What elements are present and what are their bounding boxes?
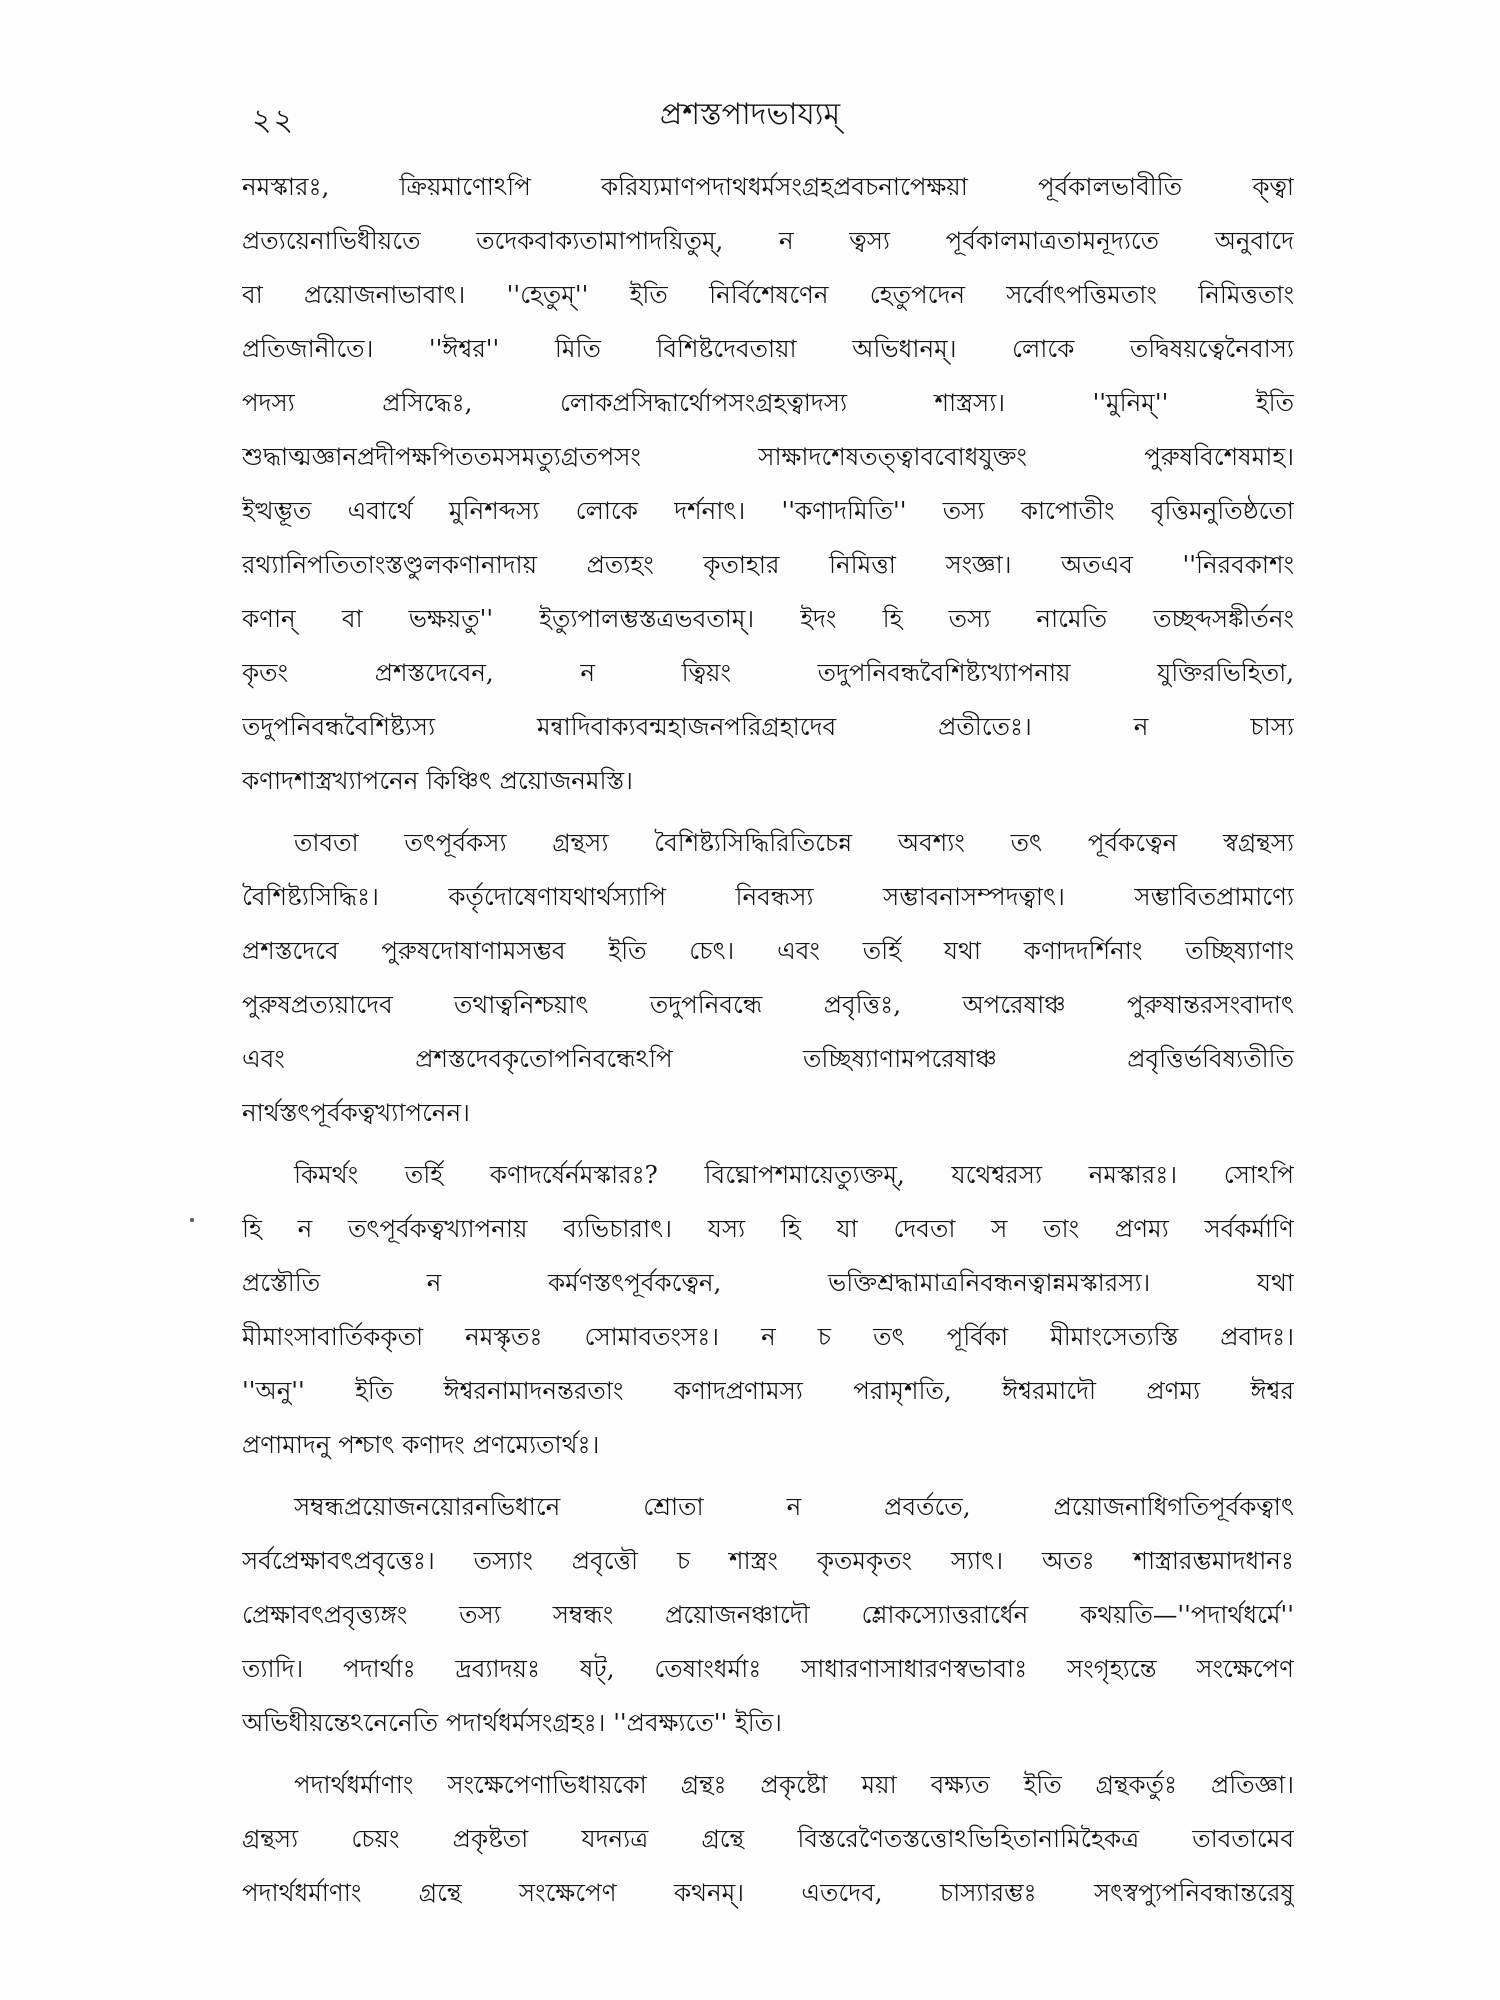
text-line: প্রশস্তদেবে পুরুষদোষাণামসম্ভব ইতি চেৎ। এবং তর্হি যথা কণাদদর্শিনাং তচ্ছিষ্যাণাং xyxy=(242,936,1294,965)
text-line: গ্রন্থস্য চেয়ং প্রকৃষ্টতা যদন্যত্র গ্রন্থে বিস্তরেণৈতস্তত্তোঽভিহিতানামিহৈকত্র তাবতামেব xyxy=(242,1824,1294,1853)
text-line: পুরুষপ্রত্যয়াদেব তথাত্বনিশ্চয়াৎ তদুপনিবন্ধে প্রবৃত্তিঃ, অপরেষাঞ্চ পুরুষান্তরসংবাদাৎ xyxy=(242,990,1294,1019)
running-title: প্রশস্তপাদভায্যম্ xyxy=(659,97,841,132)
paragraph-2 xyxy=(242,816,1294,1140)
text-line: তাবতা তৎপূর্বকস্য গ্রন্থস্য বৈশিষ্ট্যসিদ্ধিরিতিচেন্ন অবশ্যং তৎ পূর্বকত্বেন স্বগ্রন্থস্য xyxy=(294,828,1294,857)
text-line: এবং প্রশস্তদেবকৃতোপনিবন্ধেঽপি তচ্ছিষ্যাণামপরেষাঞ্চ প্রবৃত্তির্ভবিষ্যতীতি xyxy=(242,1044,1294,1073)
scan-speck xyxy=(190,1218,194,1222)
text-line: প্রত্যয়েনাভিধীয়তে তদেকবাক্যতামাপাদয়িতুম্, ন ত্বস্য পূর্বকালমাত্রতামনূদ্যতে অনুবাদে xyxy=(242,226,1294,255)
text-line: মীমাংসাবার্তিককৃতা নমস্কৃতঃ সোমাবতংসঃ। ন চ তৎ পূর্বিকা মীমাংসেত্যস্তি প্রবাদঃ। xyxy=(242,1322,1294,1351)
paragraph-3 xyxy=(242,1148,1294,1472)
text-line: প্রেক্ষাবৎপ্রবৃত্ত্যঙ্গং তস্য সম্বন্ধং প্রয়োজনঞ্চাদৌ শ্লোকস্যোত্তরার্ধেন কথয়তি—''পদার্থধর্মে'' xyxy=(242,1600,1294,1629)
text-line: প্রস্তৌতি ন কর্মণস্তৎপূর্বকত্বেন, ভক্তিশ্রদ্ধামাত্রনিবন্ধনত্বান্নমস্কারস্য। যথা xyxy=(242,1268,1294,1297)
body-text xyxy=(242,160,1294,1928)
text-line: পদস্য প্রসিদ্ধেঃ, লোকপ্রসিদ্ধার্থোপসংগ্রহত্বাদস্য শাস্ত্রস্য। ''মুনিম্'' ইতি xyxy=(242,388,1294,417)
text-line: নার্থস্তৎপূর্বকত্বখ্যাপনেন। xyxy=(242,1098,470,1127)
text-line: সম্বন্ধপ্রয়োজনয়োরনভিধানে শ্রোতা ন প্রবর্ততে, প্রয়োজনাধিগতিপূর্বকত্বাৎ xyxy=(294,1492,1294,1521)
text-line: তদুপনিবন্ধবৈশিষ্ট্যস্য মন্বাদিবাক্যবন্মহাজনপরিগ্রহাদেব প্রতীতেঃ। ন চাস্য xyxy=(242,712,1294,741)
text-line: সর্বপ্রেক্ষাবৎপ্রবৃত্তেঃ। তস্যাং প্রবৃত্তৌ চ শাস্ত্রং কৃতমকৃতং স্যাৎ। অতঃ শাস্ত্রারম্ভমাদধানঃ xyxy=(242,1546,1294,1575)
text-line: প্রতিজানীতে। ''ঈশ্বর'' মিতি বিশিষ্টদেবতায়া অভিধানম্। লোকে তদ্বিষয়ত্বেনৈবাস্য xyxy=(242,334,1294,363)
paragraph-1 xyxy=(242,160,1294,808)
text-line: পদার্থধর্মাণাং সংক্ষেপেণাভিধায়কো গ্রন্থঃ প্রকৃষ্টো ময়া বক্ষ্যত ইতি গ্রন্থকর্তুঃ প্রতিজ্ঞা। xyxy=(294,1770,1294,1799)
text-line: কণাদশাস্ত্রখ্যাপনেন কিঞ্চিৎ প্রয়োজনমস্তি। xyxy=(242,766,633,795)
paragraph-5 xyxy=(242,1758,1294,1920)
text-line: কিমর্থং তর্হি কণাদর্ষের্নমস্কারঃ? বিঘ্নোপশমায়েত্যুক্তম্, যথেশ্বরস্য নমস্কারঃ। সোঽপি xyxy=(294,1160,1294,1189)
text-line: নমস্কারঃ, ক্রিয়মাণোঽপি করিয্যমাণপদাথধর্মসংগ্রহপ্রবচনাপেক্ষয়া পূর্বকালভাবীতি ক্ত্বা xyxy=(242,172,1294,201)
text-line: হি ন তৎপূর্বকত্বখ্যাপনায় ব্যভিচারাৎ। যস্য হি যা দেবতা স তাং প্রণম্য সর্বকর্মাণি xyxy=(242,1214,1294,1243)
paragraph-4 xyxy=(242,1480,1294,1750)
text-line: অভিধীয়ন্তেঽনেনেতি পদার্থধর্মসংগ্রহঃ। ''প্রবক্ষ্যতে'' ইতি। xyxy=(242,1708,782,1737)
text-line: ইত্থম্ভূত এবার্থে মুনিশব্দস্য লোকে দর্শনাৎ। ''কণাদমিতি'' তস্য কাপোতীং বৃত্তিমনুতিষ্ঠতো xyxy=(242,496,1294,525)
text-line: কণান্ বা ভক্ষয়তু'' ইত্যুপালম্ভস্তত্রভবতাম্। ইদং হি তস্য নামেতি তচ্ছব্দসঙ্কীর্তনং xyxy=(242,604,1294,633)
text-line: বা প্রয়োজনাভাবাৎ। ''হেতুম্'' ইতি নির্বিশেষণেন হেতুপদেন সর্বোৎপত্তিমতাং নিমিত্ততাং xyxy=(242,280,1294,309)
page-number: ২২ xyxy=(252,103,296,138)
text-line: ত্যাদি। পদার্থাঃ দ্রব্যাদয়ঃ ষট্, তেষাংধর্মাঃ সাধারণাসাধারণস্বভাবাঃ সংগৃহ্যন্তে সংক্ষেপেণ xyxy=(242,1654,1294,1683)
text-line: বৈশিষ্ট্যসিদ্ধিঃ। কর্তৃদোষেণাযথার্থস্যাপি নিবন্ধস্য সম্ভাবনাসম্পদত্বাৎ। সম্ভাবিতপ্রামাণ্যে xyxy=(242,882,1294,911)
text-line: প্রণামাদনু পশ্চাৎ কণাদং প্রণম্যেতার্থঃ। xyxy=(242,1430,600,1459)
text-line: কৃতং প্রশস্তদেবেন, ন ত্বিয়ং তদুপনিবন্ধবৈশিষ্ট্যখ্যাপনায় যুক্তিরভিহিতা, xyxy=(242,658,1294,687)
text-line: শুদ্ধাত্মজ্ঞানপ্রদীপক্ষপিততমসমত্যুগ্রতপসং সাক্ষাদশেষতত্ত্বাববোধযুক্তং পুরুষবিশেষমাহ। xyxy=(242,442,1294,471)
text-line: রথ্যানিপতিতাংস্তণ্ডুলকণানাদায় প্রত্যহং কৃতাহার নিমিত্তা সংজ্ঞা। অতএব ''নিরবকাশং xyxy=(242,550,1294,579)
text-line: পদার্থধর্মাণাং গ্রন্থে সংক্ষেপেণ কথনম্। এতদেব, চাস্যারম্ভঃ সৎস্বপ্যুপনিবন্ধান্তরেষু xyxy=(242,1878,1294,1907)
text-line: ''অনু'' ইতি ঈশ্বরনামাদনন্তরতাং কণাদপ্রণামস্য পরামৃশতি, ঈশ্বরমাদৌ প্রণম্য ঈশ্বর xyxy=(242,1376,1294,1405)
